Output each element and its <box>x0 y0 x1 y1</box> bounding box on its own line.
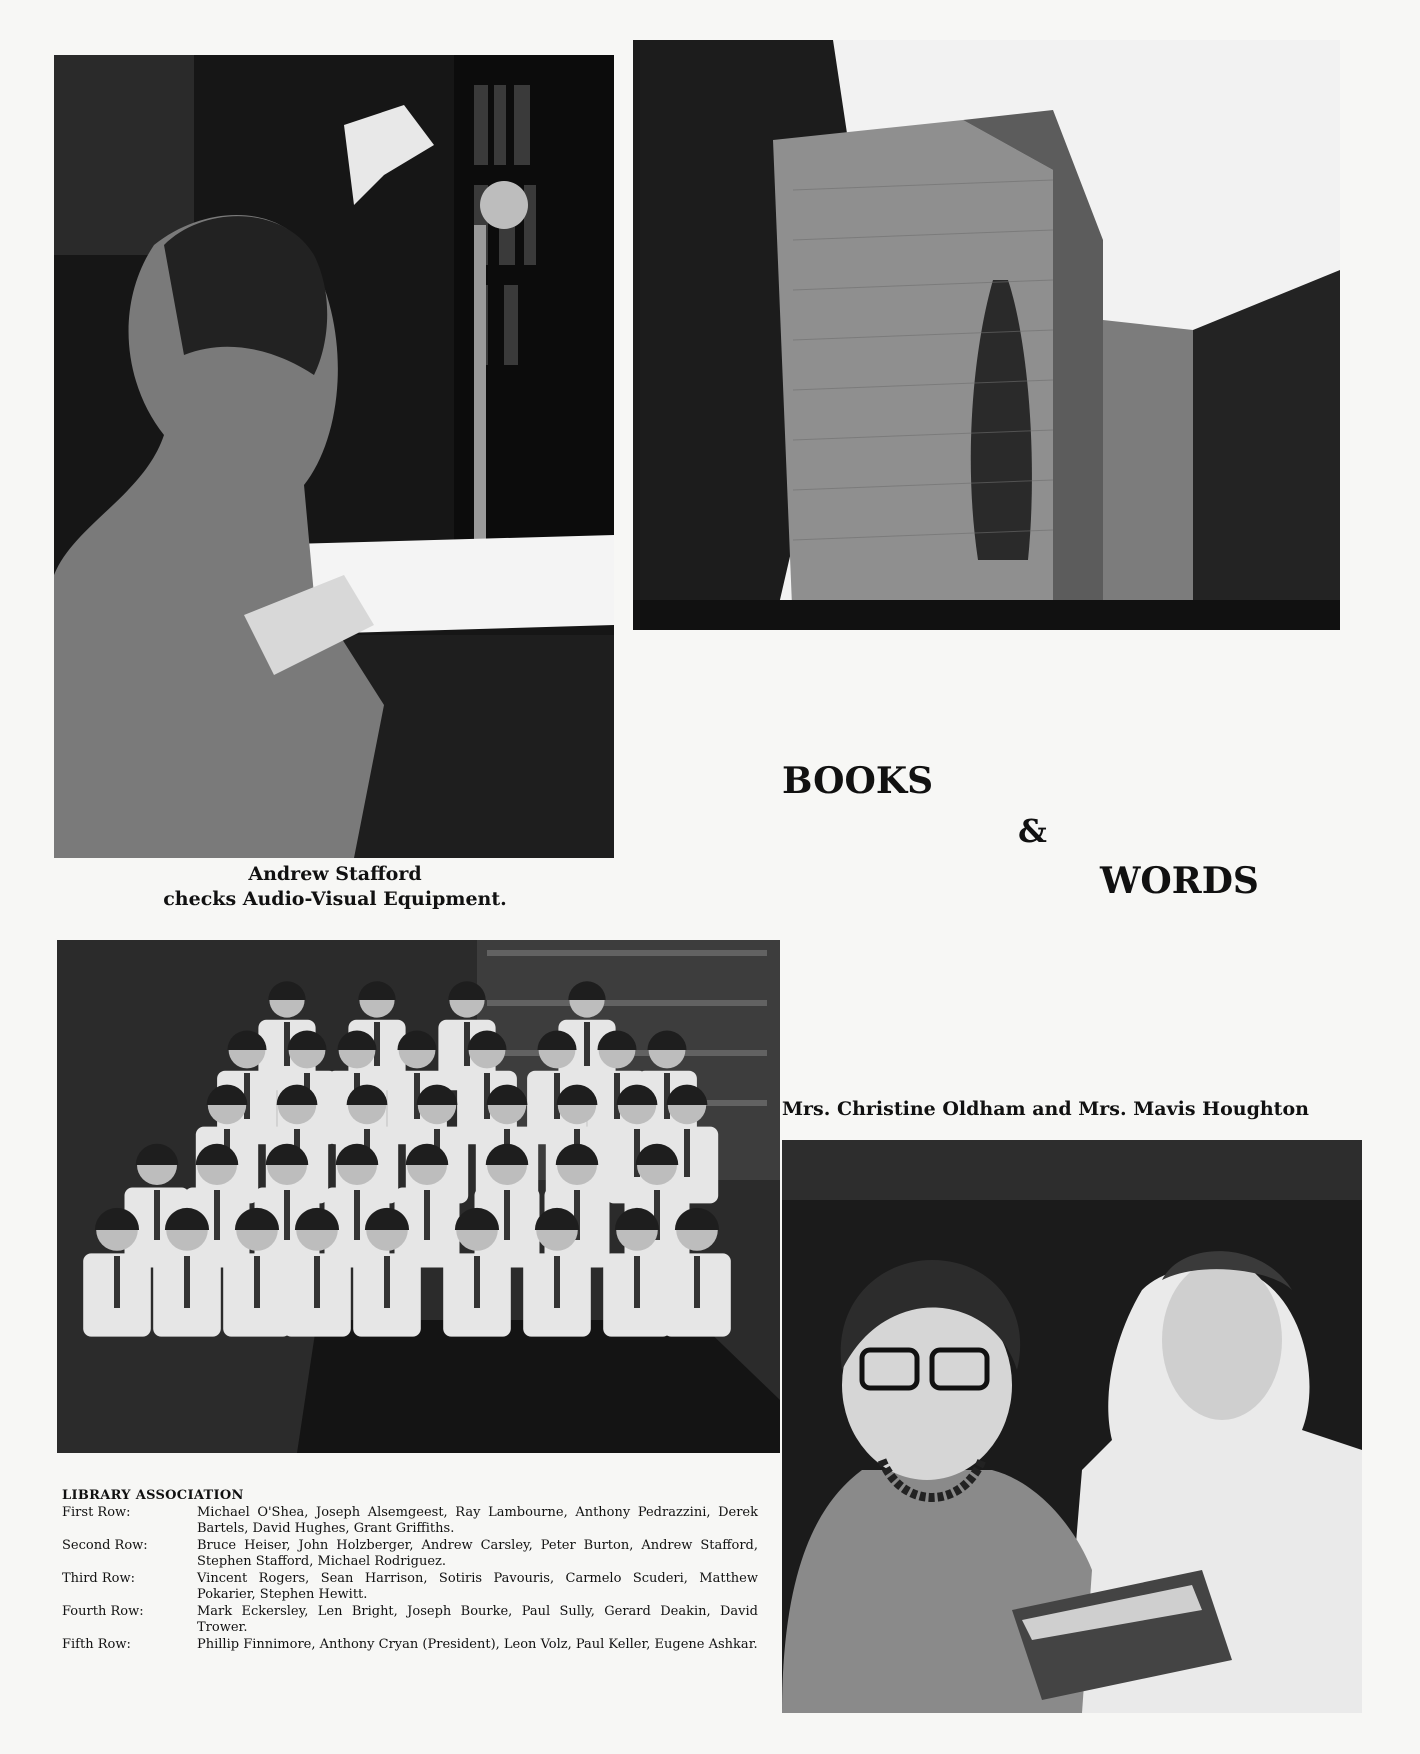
roster-row <box>62 1604 758 1636</box>
group-member-tie <box>474 1256 480 1308</box>
roster-rows <box>62 1505 758 1653</box>
group-member-tie <box>684 1129 690 1177</box>
group-member-tie <box>384 1256 390 1308</box>
caption-librarians: Mrs. Christine Oldham and Mrs. Mavis Houghton <box>782 1098 1309 1120</box>
roster-row-names: Vincent Rogers, Sean Harrison, Sotiris Pavouris, Carmelo Scuderi, Matthew Pokarier, Stephen Hewitt. <box>197 1571 758 1602</box>
library-association-roster <box>62 1488 758 1653</box>
heading-books: BOOKS <box>782 760 934 802</box>
photo-two-librarians <box>782 1140 1362 1713</box>
photo-student-projector-icon <box>54 55 614 858</box>
caption-av-line2: checks Audio-Visual Equipment. <box>163 888 507 910</box>
roster-row-label: Second Row: <box>62 1538 148 1553</box>
photo-brick-building-icon <box>633 40 1340 630</box>
roster-row-label: Third Row: <box>62 1571 135 1586</box>
caption-av-line1: Andrew Stafford <box>248 863 422 885</box>
group-member-tie <box>214 1190 220 1240</box>
photo-library-association-group-icon <box>57 940 780 1453</box>
roster-row-label: First Row: <box>62 1505 131 1520</box>
group-member-tie <box>154 1190 160 1240</box>
roster-row <box>62 1505 758 1537</box>
group-member-tie <box>504 1190 510 1240</box>
photo-brick-building <box>633 40 1340 630</box>
roster-row <box>62 1571 758 1603</box>
roster-row-label: Fourth Row: <box>62 1604 144 1619</box>
roster-title: LIBRARY ASSOCIATION <box>62 1488 244 1503</box>
group-member-tie <box>634 1256 640 1308</box>
roster-row <box>62 1637 758 1653</box>
group-member-tie <box>254 1256 260 1308</box>
roster-row-label: Fifth Row: <box>62 1637 131 1652</box>
group-member-tie <box>314 1256 320 1308</box>
group-member-tie <box>424 1190 430 1240</box>
group-member-tie <box>114 1256 120 1308</box>
roster-row-names: Phillip Finnimore, Anthony Cryan (President), Leon Volz, Paul Keller, Eugene Ashkar. <box>197 1637 758 1652</box>
group-member-tie <box>584 1022 590 1066</box>
roster-row <box>62 1538 758 1570</box>
group-member-tie <box>354 1190 360 1240</box>
group-member-tie <box>184 1256 190 1308</box>
roster-row-names: Bruce Heiser, John Holzberger, Andrew Carsley, Peter Burton, Andrew Stafford, Stephen Stafford, Michael Rodriguez. <box>197 1538 758 1569</box>
photo-two-librarians-icon <box>782 1140 1362 1713</box>
group-member-tie <box>694 1256 700 1308</box>
group-member-tie <box>284 1190 290 1240</box>
heading-ampersand: & <box>1018 812 1047 850</box>
heading-words: WORDS <box>1100 860 1259 902</box>
roster-row-names: Mark Eckersley, Len Bright, Joseph Bourke, Paul Sully, Gerard Deakin, David Trower. <box>197 1604 758 1635</box>
photo-student-projector <box>54 55 614 858</box>
photo-library-association-group <box>57 940 780 1453</box>
roster-row-names: Michael O'Shea, Joseph Alsemgeest, Ray Lambourne, Anthony Pedrazzini, Derek Bartels, David Hughes, Grant Griffiths. <box>197 1505 758 1536</box>
caption-av-equipment <box>130 862 540 912</box>
group-member-tie <box>554 1256 560 1308</box>
